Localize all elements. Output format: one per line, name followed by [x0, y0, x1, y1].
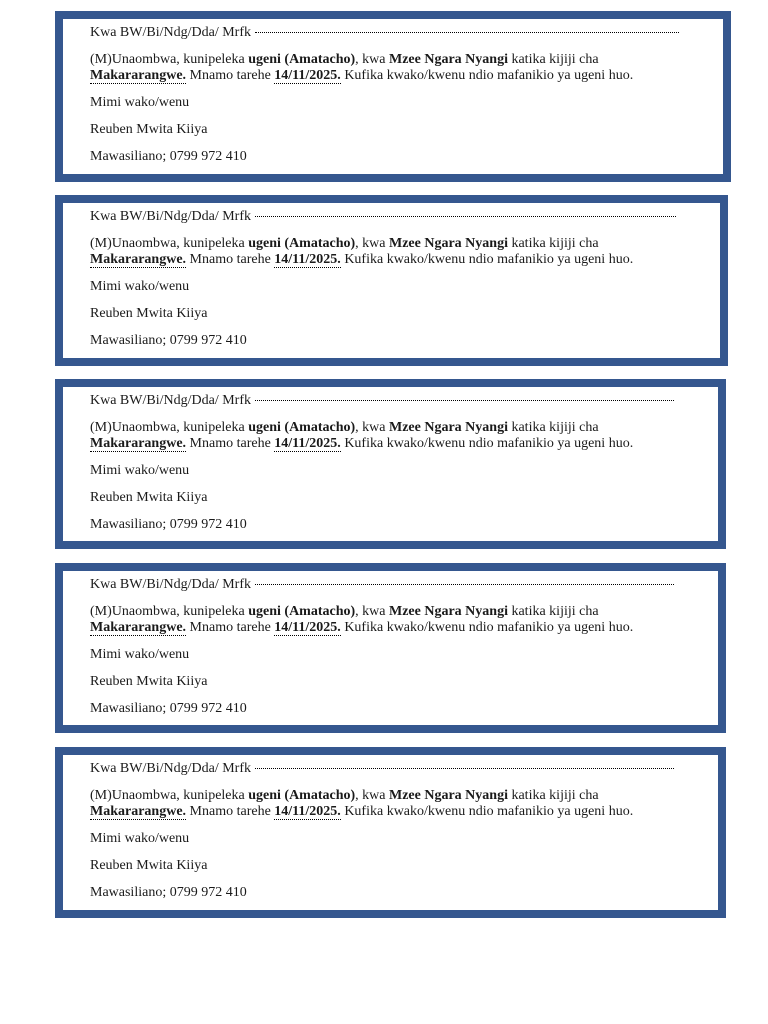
card-content: [90, 577, 674, 717]
sign-off: Mimi wako/wenu: [90, 279, 190, 294]
date-prefix: Mnamo tarehe: [186, 252, 275, 267]
text-connector: , kwa: [355, 788, 389, 803]
recipient-line: [90, 25, 679, 41]
sign-off: Mimi wako/wenu: [90, 95, 190, 110]
recipient-line: [90, 577, 674, 593]
invitation-card: [55, 379, 726, 549]
card-content: [90, 761, 674, 901]
intro-text: (M)Unaombwa, kunipeleka: [90, 236, 249, 251]
event-name: ugeni (Amatacho): [248, 420, 356, 435]
recipient-label: Kwa BW/Bi/Ndg/Dda/ Mrfk: [90, 761, 251, 776]
event-name: ugeni (Amatacho): [248, 236, 356, 251]
recipient-label: Kwa BW/Bi/Ndg/Dda/ Mrfk: [90, 25, 251, 40]
closing-sentence: Kufika kwako/kwenu ndio mafanikio ya ugeni huo.: [340, 252, 634, 267]
village-name: Makararangwe.: [90, 620, 187, 635]
event-date: 14/11/2025.: [274, 620, 341, 635]
invitation-text: [90, 604, 674, 636]
event-date: 14/11/2025.: [274, 68, 341, 83]
event-name: ugeni (Amatacho): [248, 604, 356, 619]
intro-text: (M)Unaombwa, kunipeleka: [90, 604, 249, 619]
text-connector: , kwa: [355, 604, 389, 619]
village-name: Makararangwe.: [90, 68, 187, 83]
host-name: Mzee Ngara Nyangi: [389, 788, 508, 803]
text-connector: , kwa: [355, 236, 389, 251]
village-prefix: katika kijiji cha: [507, 604, 599, 619]
card-content: [90, 25, 679, 165]
village-name: Makararangwe.: [90, 804, 187, 819]
sender-name: Reuben Mwita Kiiya: [90, 122, 208, 137]
invitation-card: [55, 195, 728, 366]
village-prefix: katika kijiji cha: [507, 420, 599, 435]
sender-name: Reuben Mwita Kiiya: [90, 306, 208, 321]
recipient-line: [90, 209, 676, 225]
sign-off: Mimi wako/wenu: [90, 463, 190, 478]
date-prefix: Mnamo tarehe: [186, 620, 275, 635]
invitation-card: [55, 11, 731, 182]
village-prefix: katika kijiji cha: [507, 236, 599, 251]
date-prefix: Mnamo tarehe: [186, 68, 275, 83]
village-name: Makararangwe.: [90, 436, 187, 451]
invitation-text: [90, 420, 674, 452]
sign-off: Mimi wako/wenu: [90, 647, 190, 662]
recipient-blank: [255, 583, 674, 585]
sender-name: Reuben Mwita Kiiya: [90, 490, 208, 505]
card-content: [90, 209, 676, 349]
date-prefix: Mnamo tarehe: [186, 804, 275, 819]
recipient-line: [90, 393, 674, 409]
event-date: 14/11/2025.: [274, 252, 341, 267]
contact-info: Mawasiliano; 0799 972 410: [90, 333, 247, 348]
host-name: Mzee Ngara Nyangi: [389, 604, 508, 619]
recipient-line: [90, 761, 674, 777]
text-connector: , kwa: [355, 420, 389, 435]
invitation-text: [90, 788, 674, 820]
event-name: ugeni (Amatacho): [248, 52, 356, 67]
text-connector: , kwa: [355, 52, 389, 67]
closing-sentence: Kufika kwako/kwenu ndio mafanikio ya ugeni huo.: [340, 620, 634, 635]
sender-name: Reuben Mwita Kiiya: [90, 858, 208, 873]
recipient-label: Kwa BW/Bi/Ndg/Dda/ Mrfk: [90, 393, 251, 408]
invitation-text: [90, 52, 679, 84]
event-date: 14/11/2025.: [274, 436, 341, 451]
closing-sentence: Kufika kwako/kwenu ndio mafanikio ya ugeni huo.: [340, 436, 634, 451]
recipient-blank: [255, 399, 674, 401]
host-name: Mzee Ngara Nyangi: [389, 236, 508, 251]
recipient-label: Kwa BW/Bi/Ndg/Dda/ Mrfk: [90, 577, 251, 592]
recipient-blank: [255, 767, 674, 769]
intro-text: (M)Unaombwa, kunipeleka: [90, 52, 249, 67]
recipient-label: Kwa BW/Bi/Ndg/Dda/ Mrfk: [90, 209, 251, 224]
invitation-text: [90, 236, 676, 268]
village-prefix: katika kijiji cha: [507, 52, 599, 67]
contact-info: Mawasiliano; 0799 972 410: [90, 149, 247, 164]
contact-info: Mawasiliano; 0799 972 410: [90, 885, 247, 900]
closing-sentence: Kufika kwako/kwenu ndio mafanikio ya ugeni huo.: [340, 804, 634, 819]
village-name: Makararangwe.: [90, 252, 187, 267]
event-date: 14/11/2025.: [274, 804, 341, 819]
closing-sentence: Kufika kwako/kwenu ndio mafanikio ya ugeni huo.: [340, 68, 634, 83]
card-content: [90, 393, 674, 533]
host-name: Mzee Ngara Nyangi: [389, 420, 508, 435]
sign-off: Mimi wako/wenu: [90, 831, 190, 846]
contact-info: Mawasiliano; 0799 972 410: [90, 701, 247, 716]
intro-text: (M)Unaombwa, kunipeleka: [90, 788, 249, 803]
date-prefix: Mnamo tarehe: [186, 436, 275, 451]
recipient-blank: [255, 215, 676, 217]
host-name: Mzee Ngara Nyangi: [389, 52, 508, 67]
invitation-card: [55, 563, 726, 733]
sender-name: Reuben Mwita Kiiya: [90, 674, 208, 689]
intro-text: (M)Unaombwa, kunipeleka: [90, 420, 249, 435]
contact-info: Mawasiliano; 0799 972 410: [90, 517, 247, 532]
invitation-card: [55, 747, 726, 918]
recipient-blank: [255, 31, 679, 33]
event-name: ugeni (Amatacho): [248, 788, 356, 803]
village-prefix: katika kijiji cha: [507, 788, 599, 803]
